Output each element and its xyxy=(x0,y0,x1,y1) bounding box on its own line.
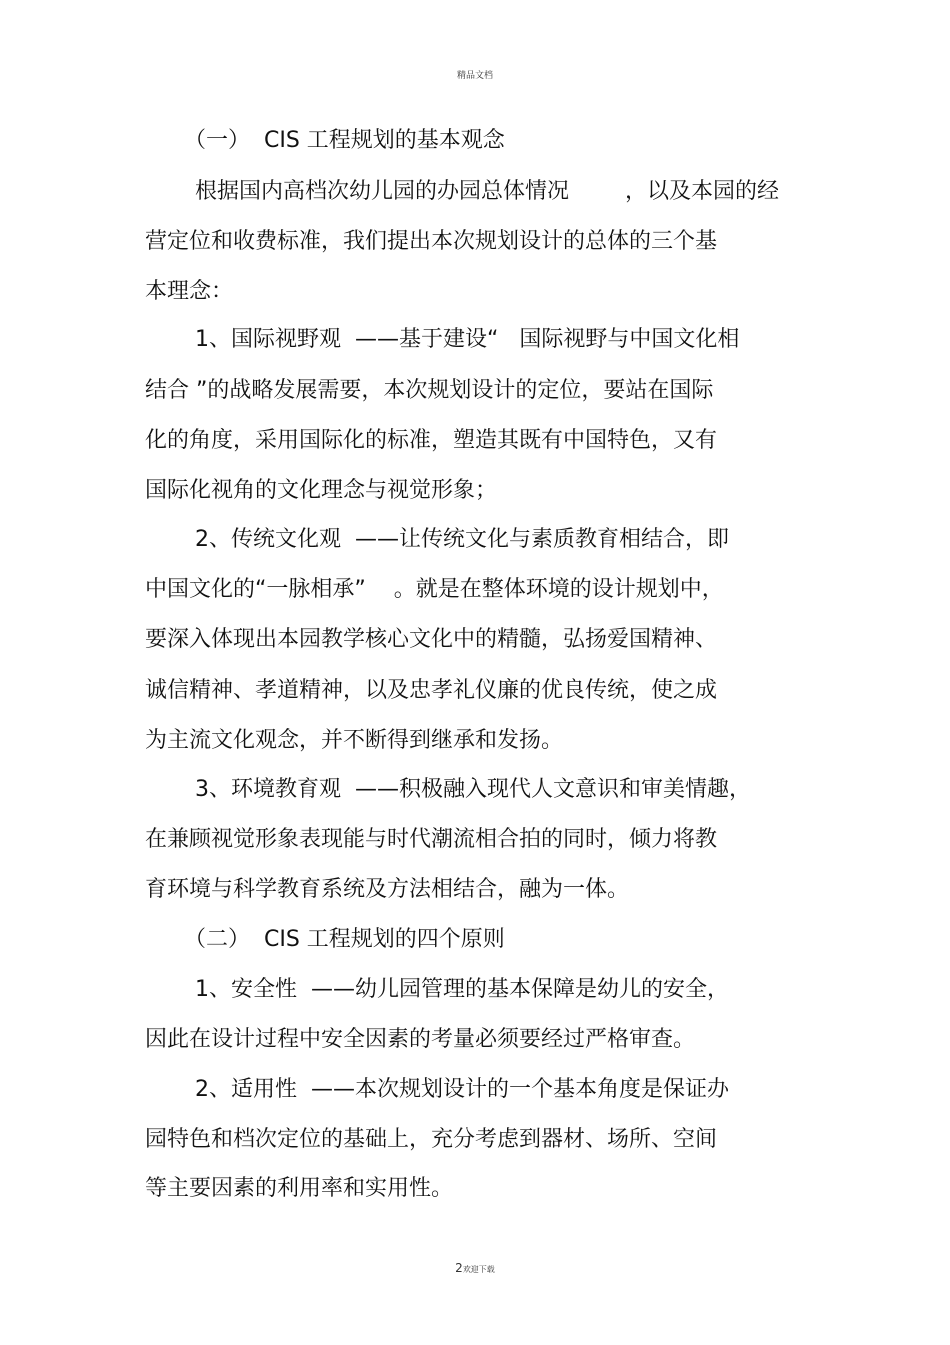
paragraph-line: 本理念： xyxy=(145,279,234,304)
page-number: 2 xyxy=(455,1261,463,1275)
section-heading: （一） CIS 工程规划的基本观念 xyxy=(184,128,505,153)
paragraph-line: 1、国际视野观 ——基于建设“ 国际视野与中国文化相 xyxy=(195,327,740,352)
paragraph-line: 国际化视角的文化理念与视觉形象； xyxy=(145,478,498,503)
paragraph-line: 化的角度，采用国际化的标准，塑造其既有中国特色，又有 xyxy=(145,428,718,453)
page-footer xyxy=(0,1261,950,1275)
paragraph-line: 为主流文化观念，并不断得到继承和发扬。 xyxy=(145,728,564,753)
paragraph-line: 结合 ”的战略发展需要，本次规划设计的定位，要站在国际 xyxy=(145,378,714,403)
paragraph-line: 1、安全性 ——幼儿园管理的基本保障是幼儿的安全， xyxy=(195,977,729,1002)
paragraph-line: 诚信精神、孝道精神，以及忠孝礼仪廉的优良传统，使之成 xyxy=(145,678,718,703)
paragraph-line: 育环境与科学教育系统及方法相结合，融为一体。 xyxy=(145,877,630,902)
paragraph-line: 要深入体现出本园教学核心文化中的精髓，弘扬爱国精神、 xyxy=(145,627,718,652)
paragraph-line: 园特色和档次定位的基础上，充分考虑到器材、场所、空间 xyxy=(145,1127,718,1152)
paragraph-line: 因此在设计过程中安全因素的考量必须要经过严格审查。 xyxy=(145,1027,696,1052)
paragraph-line: 等主要因素的利用率和实用性。 xyxy=(145,1176,454,1201)
paragraph-line: 2、适用性 ——本次规划设计的一个基本角度是保证办 xyxy=(195,1077,729,1102)
section-heading: （二） CIS 工程规划的四个原则 xyxy=(184,927,505,952)
paragraph-line: 中国文化的“一脉相承” 。就是在整体环境的设计规划中， xyxy=(145,577,724,602)
page-header: 精品文档 xyxy=(456,71,493,81)
paragraph-line: 在兼顾视觉形象表现能与时代潮流相合拍的同时，倾力将教 xyxy=(145,827,718,852)
paragraph-line: 根据国内高档次幼儿园的办园总体情况 ，以及本园的经 xyxy=(195,179,779,204)
paragraph-line: 营定位和收费标准，我们提出本次规划设计的总体的三个基 xyxy=(145,229,718,254)
paragraph-line: 2、传统文化观 ——让传统文化与素质教育相结合，即 xyxy=(195,527,729,552)
footer-text: 欢迎下载 xyxy=(462,1265,495,1274)
paragraph-line: 3、环境教育观 ——积极融入现代人文意识和审美情趣， xyxy=(195,777,751,802)
